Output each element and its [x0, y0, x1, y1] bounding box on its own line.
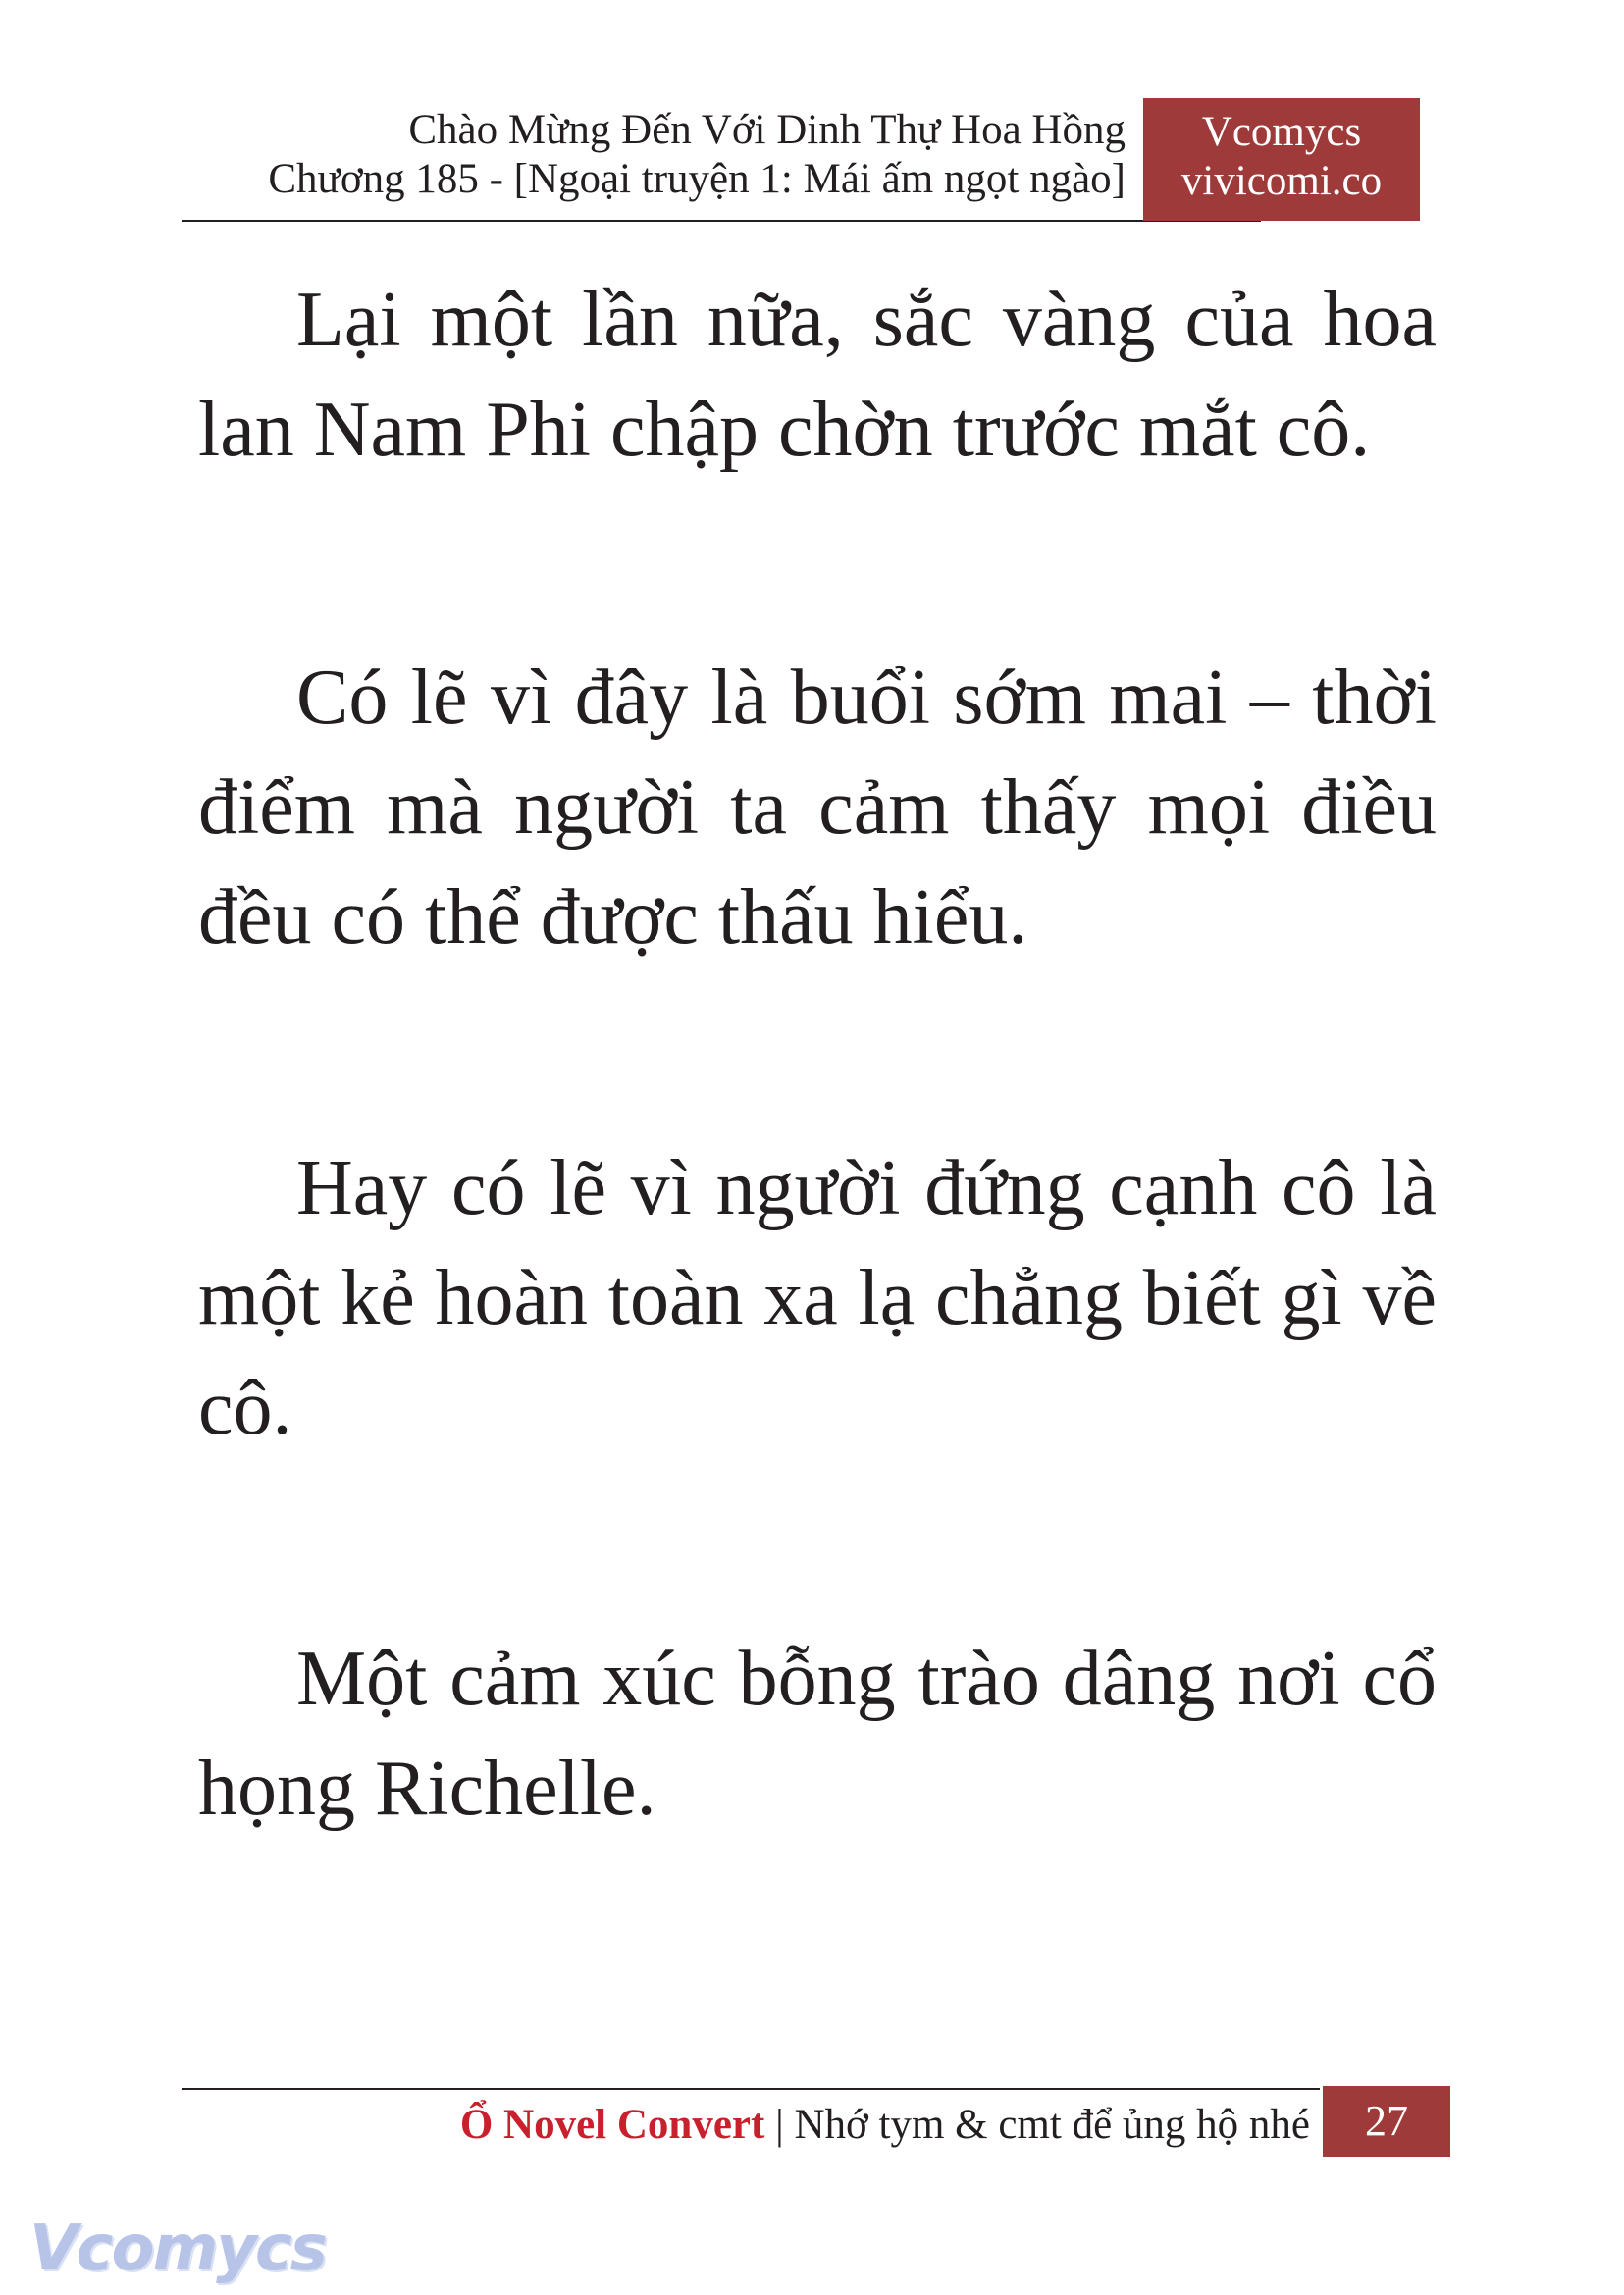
header-titles — [268, 106, 1126, 204]
header-divider — [182, 220, 1261, 222]
paragraph: Một cảm xúc bỗng trào dâng nơi cổ họng Richelle. — [198, 1636, 1437, 1832]
chapter-title: Chương 185 - [Ngoại truyện 1: Mái ấm ngọt ngào] — [268, 156, 1126, 202]
footer-message: Nhớ tym & cmt để ủng hộ nhé — [794, 2102, 1310, 2148]
footer-text — [460, 2098, 1310, 2153]
footer-brand: Ổ Novel Convert — [459, 2102, 765, 2148]
footer-separator: | — [775, 2102, 784, 2148]
book-title: Chào Mừng Đến Với Dinh Thự Hoa Hồng — [408, 107, 1126, 153]
paragraph: Có lẽ vì đây là buổi sớm mai – thời điểm mà người ta cảm thấy mọi điều đều có thể được thấu hiểu. — [198, 654, 1437, 961]
page-number: 27 — [1323, 2086, 1450, 2157]
brand-site: vivicomi.co — [1180, 158, 1383, 204]
paragraph: Lại một lần nữa, sắc vàng của hoa lan Nam Phi chập chờn trước mắt cô. — [198, 277, 1437, 473]
watermark-logo: Vcomycs — [29, 2213, 326, 2285]
brand-badge — [1143, 98, 1420, 221]
page-header — [182, 98, 1420, 221]
footer-divider — [182, 2088, 1320, 2090]
paragraph: Hay có lẽ vì người đứng cạnh cô là một kẻ hoàn toàn xa lạ chẳng biết gì về cô. — [198, 1145, 1437, 1451]
brand-name: Vcomycs — [1201, 109, 1362, 155]
